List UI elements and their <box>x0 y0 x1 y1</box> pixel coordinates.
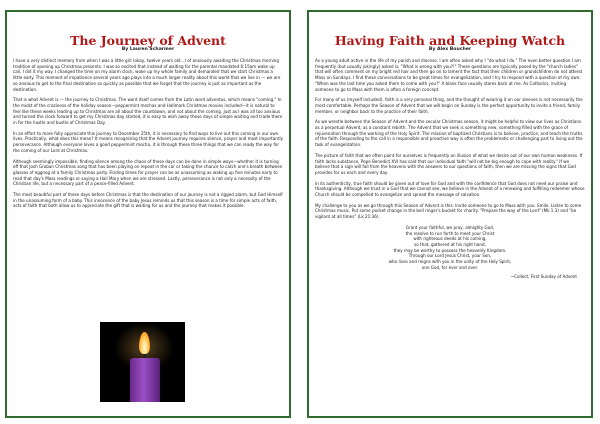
right-paragraph-5: In its authenticity, true faith should be given out of love for God and with the confidence that God does not need our praise and thanksgiving. Although we trust in a God that we cannot see, we believe in the Advent of a renewing and fulfilling redeemer whose Church should be compelled to evangelize and spread the message of salvation. <box>315 180 585 198</box>
right-article-title: Having Faith and Keeping Watch <box>334 33 566 48</box>
right-paragraph-2: For many of us (myself included), faith is a very personal thing, and the thought of wearing it on our sleeves is not necessarily the most comfortable. Perhaps the Season of Advent that we will begin on Sunday is the perfect opportunity to invite a friend, family member, or neighbor back to the practice of their faith. <box>315 97 583 114</box>
left-paragraph-1: I have a very distinct memory from when I was a little girl (okay, twelve years old...) of anxiously awaiting the Christmas morning tradition of opening up Christmas presents. I was so excited that instead of waiting for the parental mandated 6:15am wake up call, I did it my way. I changed the time on my alarm clock, woke up my whole family and demanded that we start Christmas a little early. This moment of impatience several years ago plays into a much larger reality about this world that we live in — we are so anxious to get to the final destination so quickly as possible that we forget that the journey is just as important as the destination. <box>13 58 281 92</box>
left-paragraph-5: The most beautiful part of these days before Christmas is that the destination of our journey is not a rigged alarm, but God Himself in the unassuming form of a baby. This innocence of the baby Jesus reminds us that this season is a time for simple acts of faith, acts of faith that both allow us to appreciate the gift that is waiting for us and the journey that makes it possible. <box>13 192 283 209</box>
right-paragraph-4: The picture of faith that we often paint for ourselves is frequently an illusion of what we desire out of our own human weakness. If faith lacks substance, Pope Benedict XVI has said that our individual faith "will not be big enough to cope with reality." If we believe that a sign will fall from the heavens with the answers to our questions of faith, then we are missing the signs that God provides for us each and every day. <box>315 152 583 175</box>
prayer-line: the resolve to run forth to meet your Christ <box>405 230 495 236</box>
right-paragraph-3: As we wrestle between the Season of Advent and the secular Christmas season, it might be helpful to view our lives as Christians as a perpetual Advent, as a constant rebirth. The Advent that we seek is something new, something filled with the grace of rejuvenation through the working of the Holy Spirit. The mission of baptized Christians is to believe, practice, and teach the truths of the faith. Responding to the call in a responsible and proactive way is often the problematic or challenging part to living out the task of evangelization. <box>315 119 583 148</box>
prayer-line: so that, gathered at his right hand, <box>414 241 486 247</box>
prayer-line: one God, for ever and ever. <box>421 264 479 270</box>
prayer-attribution: ~Collect, First Sunday of Advent <box>510 273 577 279</box>
left-paragraph-3: In an effort to more fully appreciate this journey to December 25th, it is necessary to find ways to live out this coming in our own lives. Practically, what does this mean? It means recognizing that the Advent journey requires silence, prayer and most importantly perseverance. Although everyone loves a good peppermint mocha, it is through these three things that we can ready the way for the coming of our Lord at Christmas. <box>13 130 284 153</box>
prayer-line: Through our Lord Jesus Christ, your Son, <box>408 253 492 259</box>
prayer-line: who lives and reigns with you in the unity of the Holy Spirit, <box>388 259 512 265</box>
right-page <box>307 10 593 418</box>
prayer-line: they may be worthy to possess the heavenly Kingdom. <box>393 247 507 253</box>
prayer-line: with righteous deeds at his coming, <box>413 236 487 242</box>
right-article-body <box>309 58 591 279</box>
collect-prayer <box>315 225 585 271</box>
left-page <box>5 10 291 418</box>
right-paragraph-1: As a young adult active in the life of my parish and diocese, I am often asked why I "do what I do." The even better question I am frequently (but usually jokingly) asked is, "What is wrong with you?!" These questions are typically posed by the "church ladies" that will often comment on my bright red hair and then go on to lament the fact that their children or grandchildren do not attend Mass on Sundays. I find these conversations to be great times for evangelization, and I try to respond with a question of my own: "When was the last time you asked them to come with you?" A blank face usually stares back at me. As Catholics, inviting someone to go to Mass with them is often a foreign concept. <box>315 58 583 92</box>
left-article-body <box>7 58 289 209</box>
left-paragraph-2: That is what Advent is — the journey to Christmas. The word itself comes from the Latin word adventus, which means "coming." In the midst of the craziness of the holiday season—peppermint mochas and Hallmark Christmas movies included—it is natural to feel like these weeks leading up to Christmas are all about the countdown, and not about the coming. Just as I was all too anxious and turned the clock forward to get my Christmas day started, it is easy to wish away these days of simple waiting and trade them in for the hustle and bustle of Christmas Day. <box>13 97 283 126</box>
prayer-line: Grant your faithful, we pray, almighty God, <box>405 224 495 230</box>
right-paragraph-6: My challenge to you as we go through this Season of Advent is this: Invite someone to go to Mass with you. Smile. Listen to some Christmas music. Put some pocket change in the bell ringer's bucket for charity. "Prepare the way of the Lord" (Mk 1:3) and "be vigilant at all times" (Lk 21:36). <box>315 202 582 220</box>
right-article-byline: By Alex Boucher <box>428 47 472 52</box>
candle-icon <box>130 358 160 402</box>
left-paragraph-4: Although seemingly impossible, finding silence among the chaos of these days can be done in simple ways—whether it is turning off that Josh Groban Christmas song that has been playing on repeat in the car or taking the chance to catch one's breath between glasses of eggnog at a family Christmas party. Finding times for prayer can be as unassuming as waking up five minutes early to read that day's Mass readings or saying a Hail Mary when we are stressed. Lastly, perseverance is not only a necessity of the Christian life, but a necessary part of a peace-filled Advent. <box>13 158 283 187</box>
left-article-title: The Journey of Advent <box>70 33 226 48</box>
advent-candle-image <box>100 322 185 402</box>
left-article-byline: By Lauren Scharmer <box>121 47 175 52</box>
